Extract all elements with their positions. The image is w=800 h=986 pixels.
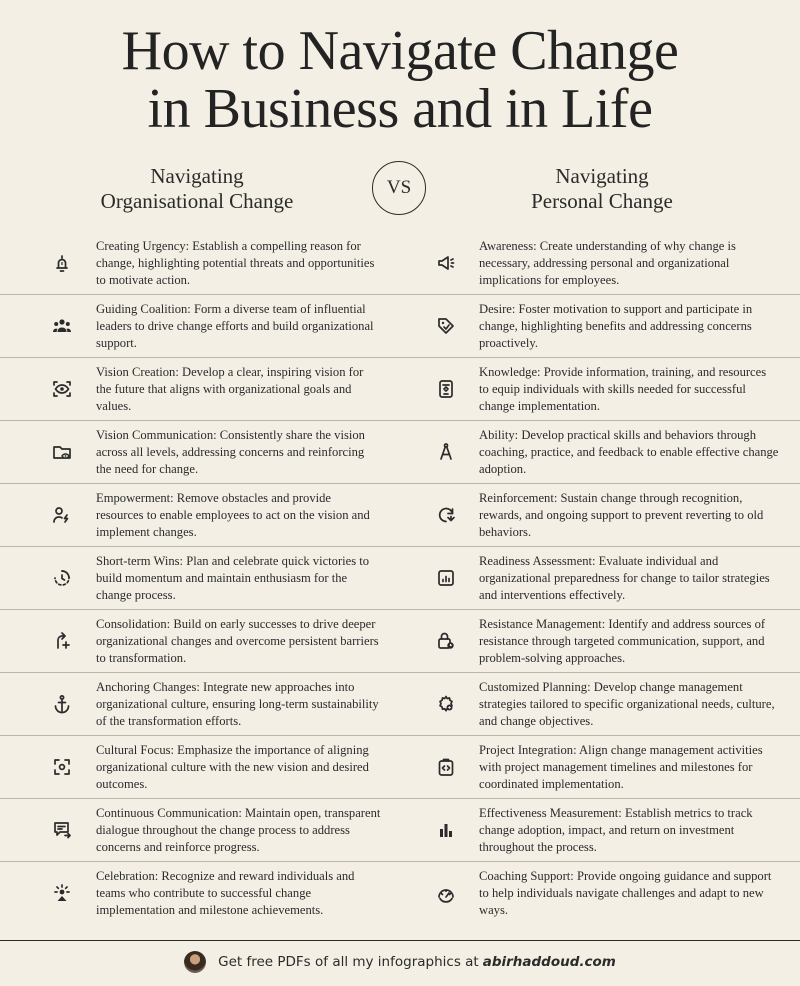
tablet-icon	[435, 378, 457, 400]
comparison-row	[0, 232, 800, 295]
personal-item	[400, 421, 800, 483]
footer	[0, 947, 800, 977]
item-description: Coaching Support: Provide ongoing guidance and support to help individuals navigate challenges and adapt to new ways.	[479, 869, 772, 917]
organisational-item	[0, 358, 400, 420]
lock-icon	[435, 630, 457, 652]
right-column-heading	[452, 164, 752, 214]
item-description: Readiness Assessment: Evaluate individual and organizational preparedness for change to tailor strategies and interventions effectively.	[479, 554, 770, 602]
organisational-item	[0, 799, 400, 861]
left-heading-line-2: Organisational Change	[100, 189, 294, 213]
item-description: Vision Creation: Develop a clear, inspiring vision for the future that aligns with organizational goals and values.	[96, 365, 364, 413]
item-description: Ability: Develop practical skills and behaviors through coaching, practice, and feedback to enable effective change adoption.	[479, 428, 779, 476]
item-description: Guiding Coalition: Form a diverse team of influential leaders to drive change efforts and build organizational support.	[96, 302, 374, 350]
personal-item	[400, 358, 800, 420]
arrow-rotate-icon	[51, 630, 73, 652]
celebration-icon	[51, 882, 73, 904]
comparison-row	[0, 547, 800, 610]
comparison-row	[0, 358, 800, 421]
group-icon	[51, 315, 73, 337]
focus-icon	[51, 756, 73, 778]
message-forward-icon	[51, 819, 73, 841]
item-description: Desire: Foster motivation to support and participate in change, highlighting benefits and addressing concerns proactively.	[479, 302, 753, 350]
personal-item	[400, 799, 800, 861]
timer-icon	[51, 567, 73, 589]
left-column-heading	[47, 164, 347, 214]
right-heading-line-1: Navigating	[555, 164, 649, 188]
comparison-row	[0, 799, 800, 862]
comparison-row	[0, 295, 800, 358]
item-description: Empowerment: Remove obstacles and provide resources to enable employees to act on the vision and implement changes.	[96, 491, 370, 539]
personal-item	[400, 673, 800, 735]
item-description: Consolidation: Build on early successes to drive deeper organizational changes and overcome persistent barriers to transformation.	[96, 617, 379, 665]
personal-item	[400, 862, 800, 924]
organisational-item	[0, 610, 400, 672]
anchor-icon	[51, 693, 73, 715]
gauge-icon	[435, 882, 457, 904]
megaphone-icon	[435, 252, 457, 274]
person-bolt-icon	[51, 504, 73, 526]
item-description: Resistance Management: Identify and address sources of resistance through targeted communication, support, and problem-solving approaches.	[479, 617, 766, 665]
eye-scan-icon	[51, 378, 73, 400]
compass-icon	[435, 441, 457, 463]
item-description: Project Integration: Align change management activities with project management timelines and milestones for coordinated implementation.	[479, 743, 763, 791]
comparison-row	[0, 484, 800, 547]
comparison-row	[0, 421, 800, 484]
footer-divider	[0, 940, 800, 941]
organisational-item	[0, 232, 400, 294]
tag-icon	[435, 315, 457, 337]
item-description: Vision Communication: Consistently share the vision across all levels, addressing concerns and reinforcing the need for change.	[96, 428, 365, 476]
item-description: Celebration: Recognize and reward individuals and teams who contribute to successful change implementation and milestone achievements.	[96, 869, 355, 917]
item-description: Creating Urgency: Establish a compelling reason for change, highlighting potential threats and opportunities to motivate action.	[96, 239, 375, 287]
organisational-item	[0, 421, 400, 483]
right-heading-line-2: Personal Change	[531, 189, 673, 213]
title-line-1: How to Navigate Change	[121, 20, 679, 82]
title-line-2: in Business and in Life	[147, 78, 653, 140]
item-description: Reinforcement: Sustain change through recognition, rewards, and ongoing support to prevent reverting to old behaviors.	[479, 491, 764, 539]
footer-text: Get free PDFs of all my infographics at	[218, 954, 479, 970]
organisational-item	[0, 295, 400, 357]
item-description: Awareness: Create understanding of why change is necessary, addressing personal and organizational implications for employees.	[479, 239, 736, 287]
organisational-item	[0, 673, 400, 735]
item-description: Cultural Focus: Emphasize the importance of aligning organizational culture with the new vision and desired outcomes.	[96, 743, 369, 791]
alarm-bell-icon	[51, 252, 73, 274]
footer-site-link[interactable]: abirhaddoud.com	[482, 954, 616, 970]
folder-eye-icon	[51, 441, 73, 463]
item-description: Knowledge: Provide information, training, and resources to equip individuals with skills needed for successful change implementation.	[479, 365, 767, 413]
organisational-item	[0, 547, 400, 609]
item-description: Anchoring Changes: Integrate new approaches into organizational culture, ensuring long-term sustainability of the transformation efforts.	[96, 680, 379, 728]
organisational-item	[0, 736, 400, 798]
bar-chart-icon	[435, 819, 457, 841]
personal-item	[400, 295, 800, 357]
left-heading-line-1: Navigating	[150, 164, 244, 188]
personal-item	[400, 547, 800, 609]
refresh-icon	[435, 504, 457, 526]
avatar	[184, 951, 206, 973]
page-title	[0, 22, 800, 138]
organisational-item	[0, 862, 400, 924]
gear-icon	[435, 693, 457, 715]
vs-badge: VS	[372, 161, 426, 215]
item-description: Customized Planning: Develop change management strategies tailored to specific organizational needs, culture, and change objectives.	[479, 680, 775, 728]
personal-item	[400, 484, 800, 546]
item-description: Continuous Communication: Maintain open, transparent dialogue throughout the change process to address concerns and reinforce progress.	[96, 806, 381, 854]
item-description: Effectiveness Measurement: Establish metrics to track change adoption, impact, and return on investment throughout the process.	[479, 806, 753, 854]
personal-item	[400, 736, 800, 798]
chart-box-icon	[435, 567, 457, 589]
comparison-row	[0, 862, 800, 924]
item-description: Short-term Wins: Plan and celebrate quick victories to build momentum and maintain enthusiasm for the change process.	[96, 554, 370, 602]
clipboard-code-icon	[435, 756, 457, 778]
comparison-row	[0, 736, 800, 799]
comparison-row	[0, 673, 800, 736]
personal-item	[400, 232, 800, 294]
organisational-item	[0, 484, 400, 546]
comparison-row	[0, 610, 800, 673]
comparison-rows	[0, 232, 800, 924]
personal-item	[400, 610, 800, 672]
